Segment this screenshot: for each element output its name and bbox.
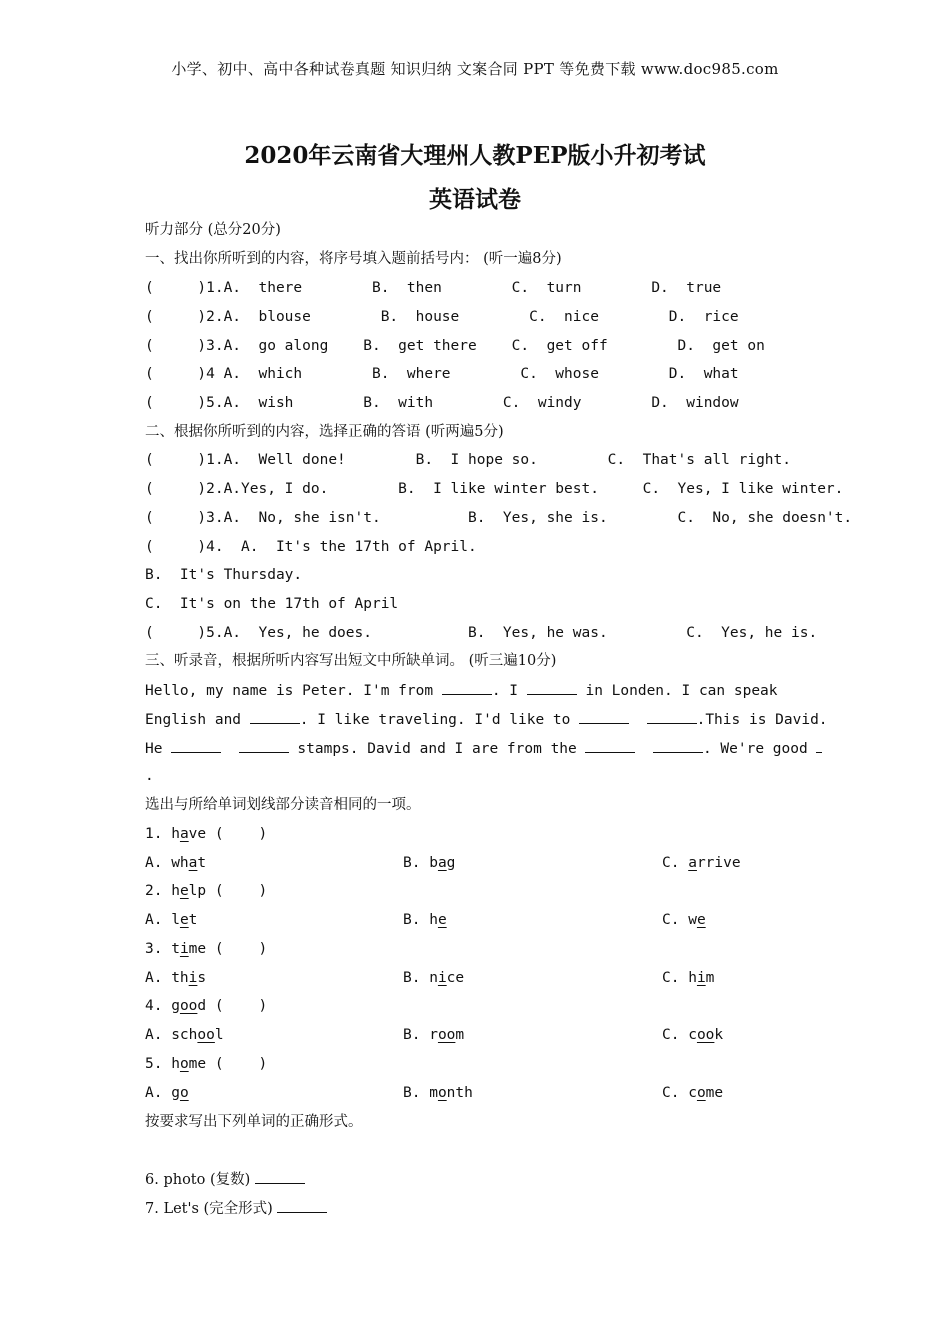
answer-blank[interactable] xyxy=(653,738,703,753)
underlined-letters: e xyxy=(179,912,189,928)
part2-item-1: ( )1.A. Well done! B. I hope so. C. That's all right. xyxy=(145,452,792,468)
word-prefix: l xyxy=(171,912,180,928)
underlined-letters: o xyxy=(179,1056,189,1072)
answer-blank[interactable] xyxy=(442,680,492,695)
phonics-option-c[interactable] xyxy=(662,1025,723,1045)
phonics-instruction: 选出与所给单词划线部分读音相同的一项。 xyxy=(145,797,421,813)
phonics-option-b[interactable] xyxy=(403,968,464,988)
underlined-letters: i xyxy=(696,970,706,986)
phonics-option-b[interactable] xyxy=(403,1025,464,1045)
word-prefix: h xyxy=(171,1056,180,1072)
answer-blank[interactable] xyxy=(647,709,697,724)
word-prefix: c xyxy=(688,1027,697,1043)
word-suffix: s xyxy=(197,970,207,986)
word-suffix: me xyxy=(188,1056,207,1072)
exam-subtitle: 英语试卷 xyxy=(429,186,521,213)
underlined-letters: a xyxy=(437,855,447,871)
underlined-letters: oo xyxy=(197,1027,215,1043)
word-suffix: l xyxy=(214,1027,224,1043)
word-suffix: ve xyxy=(188,826,207,842)
word-prefix: th xyxy=(171,970,189,986)
option-label: A. xyxy=(145,1085,172,1101)
answer-bracket[interactable]: ( ) xyxy=(206,883,268,899)
question-number: 4. xyxy=(145,998,172,1014)
word-prefix: h xyxy=(429,912,438,928)
option-label: B. xyxy=(403,855,430,871)
option-label: C. xyxy=(662,912,689,928)
word-suffix: nth xyxy=(446,1085,473,1101)
part1-item-5: ( )5.A. wish B. with C. windy D. window xyxy=(145,395,739,411)
phonics-option-c[interactable] xyxy=(662,853,741,873)
passage-text: stamps. David and I are from the xyxy=(288,741,586,757)
answer-blank[interactable] xyxy=(527,680,577,695)
part3-instruction: 三、听录音，根据所听内容写出短文中所缺单词。 (听三遍10分) xyxy=(145,653,557,669)
listening-heading: 听力部分 (总分20分) xyxy=(145,222,281,238)
option-label: B. xyxy=(403,912,430,928)
part2-item-2: ( )2.A.Yes, I do. B. I like winter best. C. Yes, I like winter. xyxy=(145,481,844,497)
passage-text: . I xyxy=(491,683,527,699)
underlined-letters: a xyxy=(188,855,198,871)
word-prefix: g xyxy=(171,1085,180,1101)
passage-line-3 xyxy=(145,738,822,759)
phonics-option-a[interactable] xyxy=(145,853,206,873)
forms-instruction: 按要求写出下列单词的正确形式。 xyxy=(145,1114,363,1130)
option-label: C. xyxy=(662,855,689,871)
part2-instruction: 二、根据你所听到的内容，选择正确的答语 (听两遍5分) xyxy=(145,424,504,440)
option-label: A. xyxy=(145,1027,172,1043)
passage-text: .This is David. xyxy=(696,712,828,728)
word-prefix: w xyxy=(688,912,697,928)
question-number: 2. xyxy=(145,883,172,899)
word-prefix: n xyxy=(429,970,438,986)
form-item-text: 6. photo (复数) xyxy=(145,1172,255,1188)
word-prefix: h xyxy=(171,883,180,899)
phonics-option-a[interactable] xyxy=(145,1025,224,1045)
part1-item-3: ( )3.A. go along B. get there C. get off D. get on xyxy=(145,338,765,354)
phonics-question xyxy=(145,996,267,1016)
part1-item-2: ( )2.A. blouse B. house C. nice D. rice xyxy=(145,309,739,325)
passage-text: in Londen. I can speak xyxy=(576,683,778,699)
word-prefix: h xyxy=(171,826,180,842)
form-item-6 xyxy=(145,1169,305,1190)
word-prefix: m xyxy=(429,1085,438,1101)
underlined-letters: i xyxy=(179,941,189,957)
answer-blank[interactable] xyxy=(277,1198,327,1213)
phonics-question xyxy=(145,1054,267,1074)
option-label: A. xyxy=(145,855,172,871)
site-header: 小学、初中、高中各种试卷真题 知识归纳 文案合同 PPT 等免费下载 www.doc985.com xyxy=(171,60,779,78)
question-number: 5. xyxy=(145,1056,172,1072)
phonics-option-b[interactable] xyxy=(403,853,455,873)
underlined-letters: e xyxy=(696,912,706,928)
word-prefix: h xyxy=(688,970,697,986)
answer-blank[interactable] xyxy=(250,709,300,724)
word-prefix: r xyxy=(429,1027,438,1043)
part2-item-3: ( )3.A. No, she isn't. B. Yes, she is. C. No, she doesn't. xyxy=(145,510,853,526)
underlined-letters: a xyxy=(179,826,189,842)
underlined-letters: i xyxy=(188,970,198,986)
passage-text: English and xyxy=(145,712,250,728)
part2-item-4-option-c: C. It's on the 17th of April xyxy=(145,596,399,612)
word-prefix: c xyxy=(688,1085,697,1101)
option-label: C. xyxy=(662,1085,689,1101)
phonics-question xyxy=(145,939,267,959)
word-suffix: t xyxy=(188,912,198,928)
question-number: 1. xyxy=(145,826,172,842)
phonics-option-c[interactable] xyxy=(662,968,714,988)
form-item-7 xyxy=(145,1198,327,1219)
passage-text: . We're good xyxy=(702,741,817,757)
part1-item-4: ( )4 A. which B. where C. whose D. what xyxy=(145,366,739,382)
option-label: B. xyxy=(403,1027,430,1043)
answer-bracket[interactable]: ( ) xyxy=(206,941,268,957)
exam-title: 2020年云南省大理州人教PEP版小升初考试 xyxy=(244,142,706,169)
answer-blank[interactable] xyxy=(255,1169,305,1184)
underlined-letters: e xyxy=(179,883,189,899)
passage-text: He xyxy=(145,741,172,757)
answer-bracket[interactable]: ( ) xyxy=(206,1056,268,1072)
option-label: B. xyxy=(403,970,430,986)
underlined-letters: e xyxy=(437,912,447,928)
word-suffix: m xyxy=(705,970,715,986)
answer-blank[interactable] xyxy=(816,738,822,753)
passage-line-4: . xyxy=(145,768,154,784)
word-suffix: t xyxy=(197,855,207,871)
word-prefix: b xyxy=(429,855,438,871)
phonics-option-a[interactable] xyxy=(145,1083,189,1103)
form-item-text: 7. Let's (完全形式) xyxy=(145,1201,278,1217)
word-suffix: ce xyxy=(446,970,465,986)
phonics-option-a[interactable] xyxy=(145,968,206,988)
option-label: A. xyxy=(145,912,172,928)
passage-line-1 xyxy=(145,680,778,701)
word-prefix: g xyxy=(171,998,180,1014)
underlined-letters: oo xyxy=(179,998,198,1014)
part2-item-5: ( )5.A. Yes, he does. B. Yes, he was. C. Yes, he is. xyxy=(145,625,818,641)
underlined-letters: o xyxy=(696,1085,706,1101)
word-prefix: t xyxy=(171,941,180,957)
option-label: C. xyxy=(662,1027,689,1043)
option-label: A. xyxy=(145,970,172,986)
answer-bracket[interactable]: ( ) xyxy=(206,998,268,1014)
underlined-letters: oo xyxy=(437,1027,456,1043)
phonics-question xyxy=(145,824,267,844)
part2-item-4: ( )4. A. It's the 17th of April. xyxy=(145,539,477,555)
word-suffix: k xyxy=(714,1027,724,1043)
phonics-option-b[interactable] xyxy=(403,1083,473,1103)
answer-blank[interactable] xyxy=(171,738,221,753)
passage-text: Hello, my name is Peter. I'm from xyxy=(145,683,442,699)
underlined-letters: oo xyxy=(696,1027,715,1043)
phonics-option-c[interactable] xyxy=(662,1083,723,1103)
part1-item-1: ( )1.A. there B. then C. turn D. true xyxy=(145,280,722,296)
option-label: B. xyxy=(403,1085,430,1101)
underlined-letters: i xyxy=(437,970,447,986)
word-suffix: rrive xyxy=(696,855,741,871)
word-prefix: wh xyxy=(171,855,189,871)
word-suffix: me xyxy=(705,1085,724,1101)
passage-line-2 xyxy=(145,709,828,730)
answer-bracket[interactable]: ( ) xyxy=(206,826,268,842)
part2-item-4-option-b: B. It's Thursday. xyxy=(145,567,303,583)
part1-instruction: 一、找出你所听到的内容，将序号填入题前括号内： (听一遍8分) xyxy=(145,251,562,267)
answer-blank[interactable] xyxy=(579,709,629,724)
phonics-option-b[interactable] xyxy=(403,910,447,930)
underlined-letters: o xyxy=(179,1085,189,1101)
answer-blank[interactable] xyxy=(585,738,635,753)
phonics-question xyxy=(145,881,267,901)
question-number: 3. xyxy=(145,941,172,957)
word-suffix: g xyxy=(446,855,456,871)
phonics-option-a[interactable] xyxy=(145,910,197,930)
option-label: C. xyxy=(662,970,689,986)
word-suffix: lp xyxy=(188,883,207,899)
word-suffix: d xyxy=(197,998,207,1014)
phonics-option-c[interactable] xyxy=(662,910,706,930)
word-suffix: m xyxy=(455,1027,465,1043)
word-prefix: sch xyxy=(171,1027,198,1043)
passage-text: . I like traveling. I'd like to xyxy=(299,712,580,728)
underlined-letters: o xyxy=(437,1085,447,1101)
underlined-letters: a xyxy=(688,855,697,871)
answer-blank[interactable] xyxy=(239,738,289,753)
word-suffix: me xyxy=(188,941,207,957)
